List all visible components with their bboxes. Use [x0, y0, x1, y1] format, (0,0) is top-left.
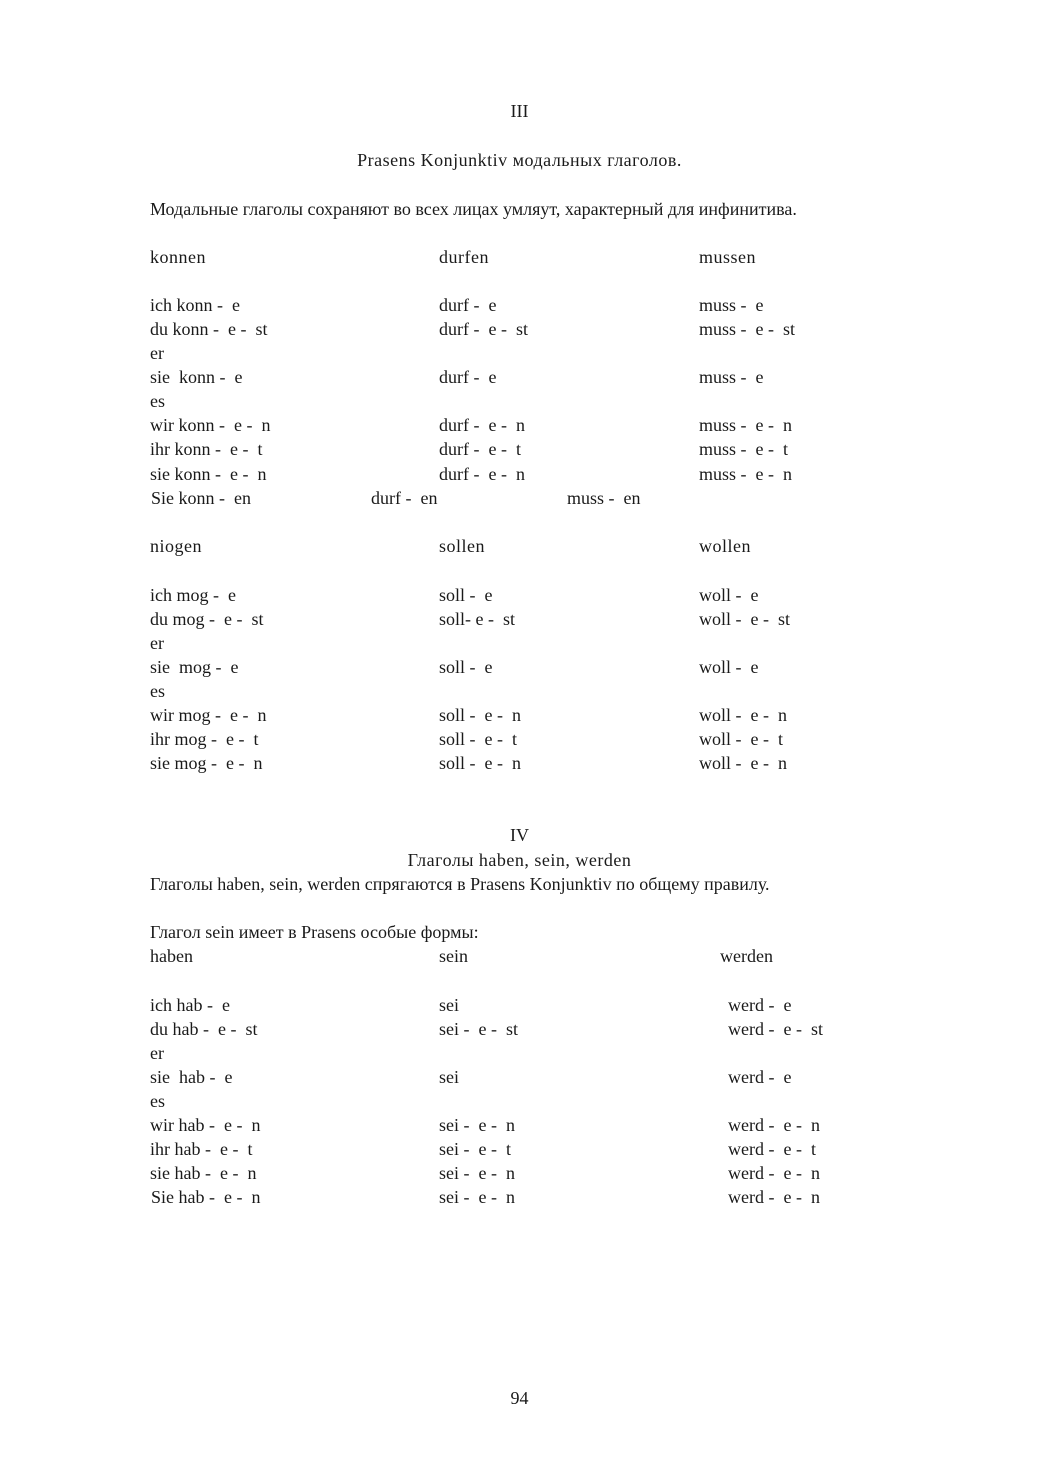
- conjugation-form: soll - e - t: [439, 729, 517, 749]
- conjugation-form: wir mog - e - n: [150, 705, 267, 725]
- conjugation-form: ich hab - e: [150, 995, 230, 1015]
- conjugation-form: durf - e - t: [439, 439, 521, 459]
- conjugation-form: sei - e - n: [439, 1115, 515, 1135]
- conjugation-form: sie hab - e: [150, 1067, 233, 1087]
- section-number: III: [510, 101, 529, 121]
- conjugation-form: sei - e - n: [439, 1187, 515, 1207]
- column-header: durfen: [439, 247, 489, 267]
- conjugation-form: werd - e - n: [728, 1163, 820, 1183]
- conjugation-form: muss - en: [567, 488, 641, 508]
- conjugation-form: soll- e - st: [439, 609, 515, 629]
- conjugation-form: woll - e: [699, 657, 759, 677]
- pronoun-label: es: [150, 391, 165, 411]
- conjugation-form: soll - e - n: [439, 753, 521, 773]
- column-header: werden: [720, 946, 773, 966]
- conjugation-form: sie konn - e: [150, 367, 243, 387]
- conjugation-form: sie mog - e: [150, 657, 239, 677]
- section-note: Глагол sein имеет в Prasens особые формы:: [150, 922, 479, 942]
- conjugation-form: ihr konn - e - t: [150, 439, 263, 459]
- conjugation-form: sei - e - t: [439, 1139, 511, 1159]
- conjugation-form: woll - e - t: [699, 729, 783, 749]
- conjugation-form: soll - e: [439, 585, 493, 605]
- pronoun-label: es: [150, 681, 165, 701]
- conjugation-form: muss - e - st: [699, 319, 795, 339]
- conjugation-form: werd - e: [728, 1067, 792, 1087]
- conjugation-form: durf - e - n: [439, 464, 525, 484]
- conjugation-form: soll - e - n: [439, 705, 521, 725]
- conjugation-form: woll - e - n: [699, 753, 787, 773]
- conjugation-form: sie konn - e - n: [150, 464, 267, 484]
- conjugation-form: sie mog - e - n: [150, 753, 263, 773]
- column-header: konnen: [150, 247, 206, 267]
- section-number: IV: [510, 825, 529, 845]
- conjugation-form: muss - e: [699, 295, 764, 315]
- conjugation-form: sei: [439, 1067, 459, 1087]
- conjugation-form: Sie konn - en: [151, 488, 251, 508]
- pronoun-label: er: [150, 343, 164, 363]
- pronoun-label: er: [150, 1043, 164, 1063]
- conjugation-form: sei - e - n: [439, 1163, 515, 1183]
- conjugation-form: muss - e - n: [699, 464, 792, 484]
- conjugation-form: muss - e - n: [699, 415, 792, 435]
- column-header: sollen: [439, 536, 485, 556]
- conjugation-form: ihr hab - e - t: [150, 1139, 253, 1159]
- column-header: haben: [150, 946, 193, 966]
- conjugation-form: du konn - e - st: [150, 319, 268, 339]
- conjugation-form: werd - e - n: [728, 1187, 820, 1207]
- conjugation-form: ich mog - e: [150, 585, 236, 605]
- conjugation-form: woll - e: [699, 585, 759, 605]
- column-header: mussen: [699, 247, 756, 267]
- conjugation-form: durf - e - st: [439, 319, 528, 339]
- section-title: Глаголы haben, sein, werden: [407, 850, 632, 870]
- conjugation-form: Sie hab - e - n: [151, 1187, 261, 1207]
- pronoun-label: es: [150, 1091, 165, 1111]
- conjugation-form: sei: [439, 995, 459, 1015]
- conjugation-form: durf - e - n: [439, 415, 525, 435]
- column-header: niogen: [150, 536, 202, 556]
- conjugation-form: durf - e: [439, 295, 497, 315]
- page-number: 94: [510, 1388, 529, 1408]
- conjugation-form: soll - e: [439, 657, 493, 677]
- conjugation-form: wir konn - e - n: [150, 415, 271, 435]
- conjugation-form: du mog - e - st: [150, 609, 264, 629]
- section-intro: Модальные глаголы сохраняют во всех лицах умляут, характерный для инфинитива.: [150, 199, 797, 219]
- conjugation-form: muss - e - t: [699, 439, 788, 459]
- conjugation-form: durf - e: [439, 367, 497, 387]
- section-intro: Глаголы haben, sein, werden спрягаются в Prasens Konjunktiv по общему правилу.: [150, 874, 770, 894]
- conjugation-form: durf - en: [371, 488, 438, 508]
- column-header: wollen: [699, 536, 751, 556]
- conjugation-form: sie hab - e - n: [150, 1163, 257, 1183]
- conjugation-form: woll - e - n: [699, 705, 787, 725]
- section-title: Prasens Konjunktiv модальных глаголов.: [357, 150, 682, 170]
- conjugation-form: werd - e - t: [728, 1139, 816, 1159]
- conjugation-form: du hab - e - st: [150, 1019, 258, 1039]
- conjugation-form: werd - e - st: [728, 1019, 823, 1039]
- conjugation-form: muss - e: [699, 367, 764, 387]
- conjugation-form: werd - e: [728, 995, 792, 1015]
- conjugation-form: werd - e - n: [728, 1115, 820, 1135]
- conjugation-form: woll - e - st: [699, 609, 790, 629]
- column-header: sein: [439, 946, 468, 966]
- pronoun-label: er: [150, 633, 164, 653]
- conjugation-form: ich konn - e: [150, 295, 240, 315]
- conjugation-form: ihr mog - e - t: [150, 729, 259, 749]
- conjugation-form: sei - e - st: [439, 1019, 518, 1039]
- conjugation-form: wir hab - e - n: [150, 1115, 261, 1135]
